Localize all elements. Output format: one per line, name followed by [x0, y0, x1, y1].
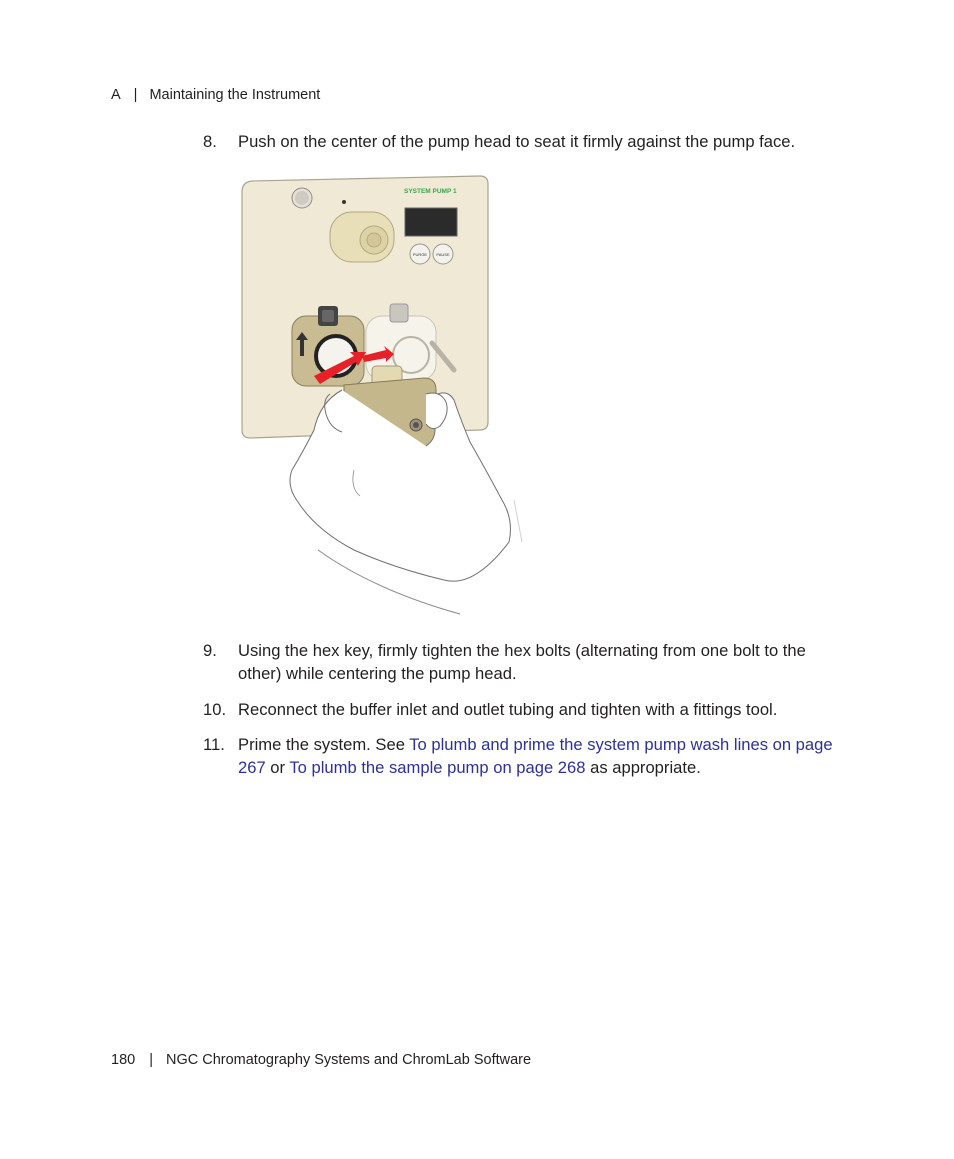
step-8: [203, 130, 843, 153]
step-number: 8.: [203, 132, 217, 151]
section-title: Maintaining the Instrument: [149, 87, 321, 103]
running-header: [111, 87, 320, 103]
step-text-before: Prime the system. See: [238, 735, 410, 754]
step-number: 10.: [203, 700, 227, 719]
step-9: [203, 639, 843, 685]
header-separator: |: [133, 87, 138, 103]
step-number: 9.: [203, 641, 217, 660]
chapter-letter: A: [111, 87, 121, 103]
step-text: [238, 733, 843, 779]
svg-text:PURGE: PURGE: [412, 252, 428, 257]
step-11: [203, 733, 843, 779]
step-text: Reconnect the buffer inlet and outlet tubing and tighten with a fittings tool.: [238, 700, 778, 719]
page-footer: [111, 1052, 531, 1068]
document-title: NGC Chromatography Systems and ChromLab Software: [165, 1052, 532, 1068]
step-10: [203, 698, 843, 721]
display-screen: [405, 208, 457, 236]
link-plumb-prime-wash-lines[interactable]: To plumb and prime the system pump wash lines on page 267: [238, 735, 833, 777]
page-number: 180: [111, 1052, 136, 1068]
step-text-after: as appropriate.: [585, 758, 701, 777]
step-text-middle: or: [265, 758, 290, 777]
footer-separator: |: [149, 1052, 153, 1068]
pump-head-illustration: [234, 170, 534, 615]
svg-text:PAUSE: PAUSE: [436, 252, 450, 257]
link-plumb-sample-pump[interactable]: To plumb the sample pump on page 268: [289, 758, 586, 777]
step-number: 11.: [203, 735, 225, 754]
step-text: Push on the center of the pump head to seat it firmly against the pump face.: [238, 132, 796, 151]
panel-label: SYSTEM PUMP 1: [404, 188, 457, 195]
step-text: Using the hex key, firmly tighten the hex bolts (alternating from one bolt to the other) while centering the pump head.: [238, 641, 806, 683]
